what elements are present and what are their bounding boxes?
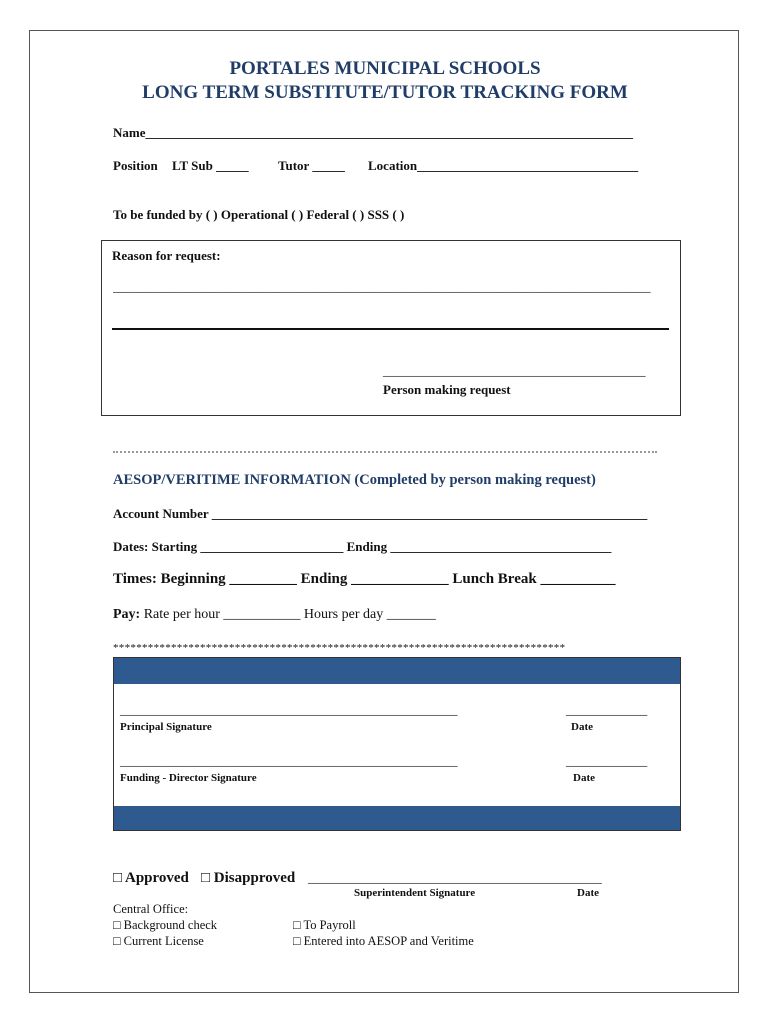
director-date-caption: Date [573,772,595,784]
background-check-checkbox[interactable]: □ Background check [113,918,218,932]
position-label: Position [113,158,158,173]
pay-rate-hours: Rate per hour ___________ Hours per day _______ [140,607,436,622]
to-payroll-checkbox[interactable]: □ To Payroll [293,918,356,932]
account-number-field[interactable]: Account Number ___________________________________________________________________ [113,506,648,521]
times-field[interactable]: Times: Beginning _________ Ending _____________ Lunch Break __________ [113,571,616,587]
requester-signature-line[interactable]: __________________________________________ [383,364,646,378]
disapproved-checkbox[interactable]: □ Disapproved [201,870,296,886]
central-office-label: Central Office: [113,902,189,916]
director-signature-caption: Funding - Director Signature [120,772,257,784]
current-license-checkbox[interactable]: □ Current License [113,934,204,948]
name-field[interactable]: Name___________________________________________________________________________ [113,125,633,140]
director-signature-line[interactable]: ______________________________________________________ [120,754,458,768]
signature-box-footer-bar [114,806,680,830]
approved-checkbox[interactable]: □ Approved [113,870,189,886]
form-title: LONG TERM SUBSTITUTE/TUTOR TRACKING FORM [142,82,628,103]
school-name-title: PORTALES MUNICIPAL SCHOOLS [229,58,541,79]
superintendent-date-caption: Date [577,887,599,899]
location-field[interactable]: Location__________________________________ [368,158,639,173]
reason-label: Reason for request: [112,248,221,263]
tutor-field[interactable]: Tutor _____ [278,158,345,173]
principal-date-line[interactable]: _____________ [566,703,648,717]
superintendent-caption: Superintendent Signature [354,887,476,899]
pay-field[interactable] [113,607,436,623]
section-divider [113,451,657,453]
director-date-line[interactable]: _____________ [566,754,648,768]
aesop-heading: AESOP/VERITIME INFORMATION (Completed by person making request) [113,472,596,488]
reason-line[interactable]: ______________________________________________________________________________________ [113,280,651,294]
funding-options[interactable]: To be funded by ( ) Operational ( ) Federal ( ) SSS ( ) [113,207,405,222]
principal-signature-caption: Principal Signature [120,721,212,733]
dates-field[interactable]: Dates: Starting ______________________ Ending __________________________________ [113,539,612,554]
principal-signature-line[interactable]: ______________________________________________________ [120,703,458,717]
pay-label: Pay: [113,607,141,622]
signature-box-header-bar [114,658,680,684]
lt-sub-field[interactable]: LT Sub _____ [172,158,249,173]
star-divider: ****************************************************************************** [113,642,566,654]
superintendent-signature-line[interactable]: _______________________________________________ [308,871,602,885]
principal-date-caption: Date [571,721,593,733]
reason-rule [112,328,669,330]
aesop-veritime-checkbox[interactable]: □ Entered into AESOP and Veritime [293,934,474,948]
requester-caption: Person making request [383,382,511,397]
